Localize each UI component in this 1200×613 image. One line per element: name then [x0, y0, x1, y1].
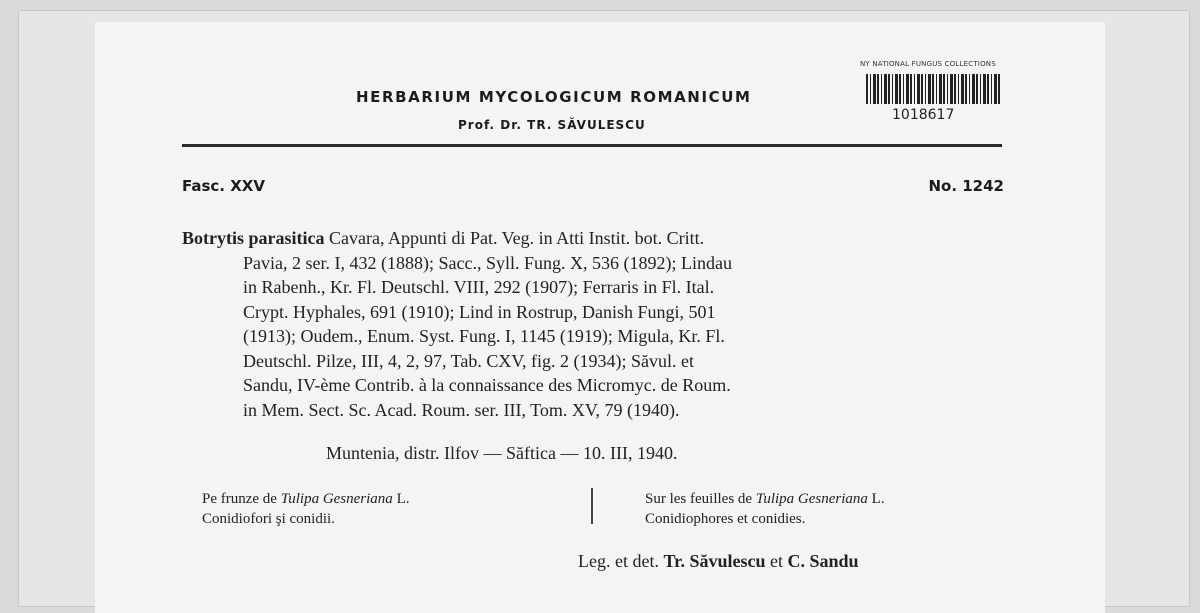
collector-name-2: C. Sandu [787, 551, 859, 571]
citation-line: (1913); Oudem., Enum. Syst. Fung. I, 1145 (1919); Migula, Kr. Fl. [243, 326, 725, 346]
specimen-number: No. 1242 [928, 177, 1004, 195]
collector-line: Leg. et det. Tr. Săvulescu et C. Sandu [578, 551, 859, 571]
citation-line: Pavia, 2 ser. I, 432 (1888); Sacc., Syll. Fung. X, 536 (1892); Lindau [243, 252, 732, 273]
host-note-romanian: Pe frunze de Tulipa Gesneriana L. Conidiofori şi conidii. [202, 491, 410, 527]
barcode-sticker [860, 60, 1008, 130]
citation-line: Crypt. Hyphales, 691 (1910); Lind in Rostrup, Danish Fungi, 501 [243, 301, 716, 322]
barcode-number: 1018617 [892, 107, 955, 123]
citation-line: Sandu, IV-ème Contrib. à la connaissance des Micromyc. de Roum. [243, 375, 731, 395]
collection-locality: Muntenia, distr. Ilfov — Săftica — 10. III, 1940. [326, 443, 678, 463]
citation-line: in Mem. Sect. Sc. Acad. Roum. ser. III, Tom. XV, 79 (1940). [243, 399, 680, 420]
note-divider [591, 488, 593, 524]
host-note-french: Sur les feuilles de Tulipa Gesneriana L. Conidiophores et conidies. [645, 491, 885, 527]
barcode-icon [866, 74, 1002, 104]
herbarium-director: Prof. Dr. TR. SĂVULESCU [458, 118, 646, 132]
fascicle-label: Fasc. XXV [182, 177, 265, 195]
citation-line: in Rabenh., Kr. Fl. Deutschl. VIII, 292 (1907); Ferraris in Fl. Ital. [243, 277, 715, 297]
host-name: Tulipa Gesneriana [280, 491, 393, 507]
host-name: Tulipa Gesneriana [755, 491, 868, 507]
citation-line: Deutschl. Pilze, III, 4, 2, 97, Tab. CXV, fig. 2 (1934); Săvul. et [243, 350, 695, 371]
taxonomic-citation [182, 226, 1008, 422]
collector-name-1: Tr. Săvulescu [663, 551, 766, 571]
species-name: Botrytis parasitica [182, 228, 325, 248]
header-rule [182, 144, 1002, 147]
barcode-collection-name: NY NATIONAL FUNGUS COLLECTIONS [860, 60, 996, 68]
herbarium-title: HERBARIUM MYCOLOGICUM ROMANICUM [356, 88, 752, 106]
citation-line: Botrytis parasitica Cavara, Appunti di Pat. Veg. in Atti Instit. bot. Critt. [182, 228, 705, 248]
